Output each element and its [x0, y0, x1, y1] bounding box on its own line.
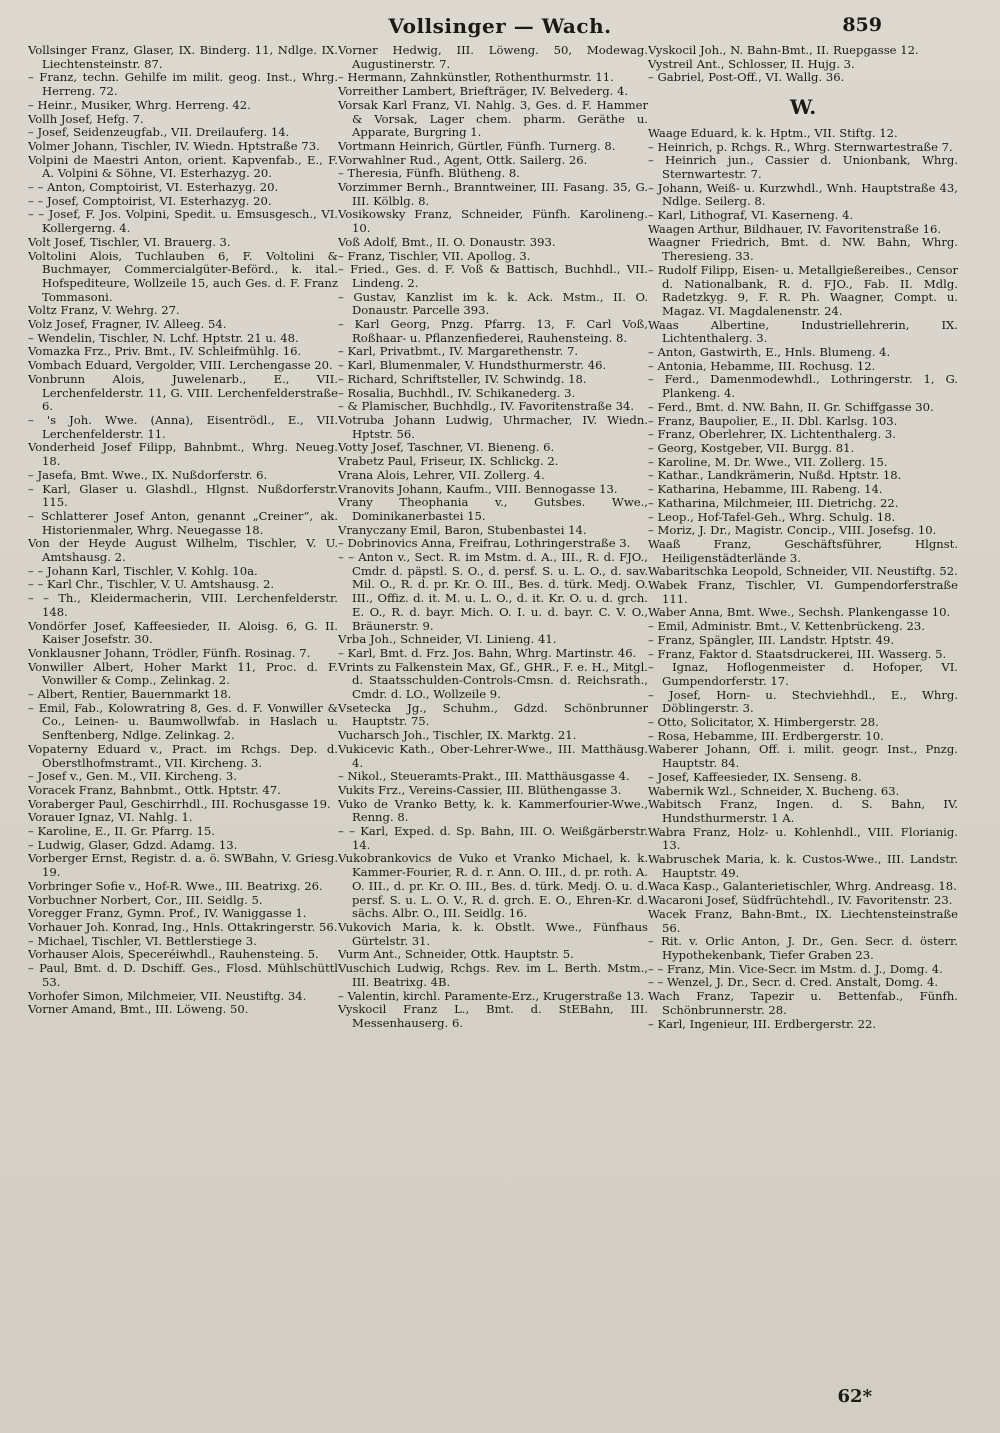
directory-entry: Vyskocil Joh., N. Bahn-Bmt., II. Ruepgasse 12. [648, 44, 919, 57]
directory-entry: – Rosalia, Buchhdl., IV. Schikanederg. 3. [338, 385, 576, 400]
directory-entry: – Karl, Glaser u. Glashdl., Hlgnst. Nußdorferstr. 115. [28, 481, 338, 510]
directory-entry: Waas Albertine, Industriellehrerin, IX. Lichtenthalerg. 3. [648, 317, 958, 346]
directory-entry: Von der Heyde August Wilhelm, Tischler, V. U. Amtshausg. 2. [28, 536, 338, 565]
directory-entry: – Josef, Horn- u. Stechviehhdl., E., Whrg. Döblingerstr. 3. [648, 687, 958, 716]
directory-entry: – Karl, Bmt. d. Frz. Jos. Bahn, Whrg. Martinstr. 46. [338, 645, 637, 660]
directory-entry: – Franz, Faktor d. Staatsdruckerei, III. Wasserg. 5. [648, 646, 947, 661]
directory-entry: – – Anton, Comptoirist, VI. Esterhazyg. 20. [28, 180, 279, 195]
directory-entry: – Moriz, J. Dr., Magistr. Concip., VIII. Josefsg. 10. [648, 523, 937, 538]
directory-entry: – Dobrinovics Anna, Freifrau, Lothringerstraße 3. [338, 536, 631, 551]
directory-entry: Vuko de Vranko Betty, k. k. Kammerfourier-Wwe., Renng. 8. [338, 796, 648, 825]
directory-entry: – Antonia, Hebamme, III. Rochusg. 12. [648, 358, 876, 373]
directory-entry: – Albert, Rentier, Bauernmarkt 18. [28, 687, 232, 702]
sheet-signature: 62* [837, 1386, 872, 1407]
directory-entry: Vortmann Heinrich, Gürtler, Fünfh. Turnerg. 8. [338, 138, 616, 153]
directory-entry: Vranyczany Emil, Baron, Stubenbastei 14. [338, 522, 587, 537]
directory-entry: – Heinrich jun., Cassier d. Unionbank, Whrg. Sternwartestr. 7. [648, 153, 958, 181]
directory-entry: – Franz, techn. Gehilfe im milit. geog. Inst., Whrg. Herreng. 72. [28, 70, 338, 99]
directory-entry: – Rudolf Filipp, Eisen- u. Metallgießereibes., Censor d. Nationalbank, R. d. FJO., Fab. II. Mdlg. Radetzkyg. 9, F. R. Ph. Waagner, Compt. u. Magaz. VI. Magdalenenstr. 24. [648, 262, 958, 318]
directory-entry: – Fried., Ges. d. F. Voß & Battisch, Buchhdl., VII. Lindeng. 2. [338, 262, 648, 290]
directory-entry: – Karl, Ingenieur, III. Erdbergerstr. 22. [648, 1016, 877, 1031]
directory-entry: – Gabriel, Post-Off., VI. Wallg. 36. [648, 70, 845, 85]
directory-entry: – Paul, Bmt. d. D. Dschiff. Ges., Flosd. Mühlschüttl 53. [28, 961, 338, 989]
directory-entry: – – Franz, Min. Vice-Secr. im Mstm. d. J., Domg. 4. [648, 961, 943, 976]
directory-entry: – – Wenzel, J. Dr., Secr. d. Cred. Anstalt, Domg. 4. [648, 975, 939, 990]
directory-entry: Wacaroni Josef, Südfrüchtehdl., IV. Favoritenstr. 23. [648, 893, 953, 908]
directory-entry: – Heinrich, p. Rchgs. R., Whrg. Sternwartestraße 7. [648, 139, 953, 154]
directory-entry: – Karl Georg, Pnzg. Pfarrg. 13, F. Carl Voß, Roßhaar- u. Pflanzenfiederei, Rauhensteing. 8. [338, 317, 648, 345]
directory-entry: – 's Joh. Wwe. (Anna), Eisentrödl., E., VII. Lerchenfelderstr. 11. [28, 412, 338, 441]
directory-entry: Vukobrankovics de Vuko et Vranko Michael, k. k. Kammer-Fourier, R. d. r. Ann. O. III., d. pr. roth. A. O. III., d. pr. Kr. O. III., Bes. d. türk. Medj. O. u. d. persf. S. u. L. O. V., R. d. grch. E. O., Ehren-Kr. d. sächs. Albr. O., III. Seidlg. 16. [338, 851, 648, 921]
directory-entry: Vranovits Johann, Kaufm., VIII. Bennogasse 13. [338, 481, 618, 496]
directory-entry: Voregger Franz, Gymn. Prof., IV. Waniggasse 1. [28, 906, 307, 921]
directory-entry: Voß Adolf, Bmt., II. O. Donaustr. 393. [338, 234, 556, 249]
column-1 [28, 44, 338, 1384]
directory-entry: Voracek Franz, Bahnbmt., Ottk. Hptstr. 47. [28, 782, 281, 797]
directory-entry: – Josef v., Gen. M., VII. Kircheng. 3. [28, 769, 237, 784]
directory-entry: Vorwahlner Rud., Agent, Ottk. Sailerg. 26. [338, 152, 588, 167]
directory-entry: Wabek Franz, Tischler, VI. Gumpendorferstraße 111. [648, 578, 958, 606]
directory-entry: Volmer Johann, Tischler, IV. Wiedn. Hptstraße 73. [28, 138, 320, 153]
directory-entry: Vollh Josef, Hefg. 7. [28, 111, 144, 126]
directory-entry: Vorreither Lambert, Briefträger, IV. Belvederg. 4. [338, 84, 629, 99]
directory-entry: Vukovich Maria, k. k. Obstlt. Wwe., Fünfhaus Gürtelstr. 31. [338, 920, 648, 948]
directory-entry: – Ferd., Damenmodewhdl., Lothringerstr. 1, G. Plankeng. 4. [648, 372, 958, 401]
page-header [0, 10, 1000, 42]
directory-entry: – – Anton v., Sect. R. im Mstm. d. A., III., R. d. FJO., Cmdr. d. päpstl. S. O., d. persf. S. u. L. O., d. sav. Mil. O., R. d. pr. Kr. O. III., Bes. d. türk. Medj. O. III., Offiz. d. it. M. u. L. O., d. it. Kr. O. u. d. grch. E. O., R. d. bayr. Mich. O. I. u. d. bayr. C. V. O., Bräunerstr. 9. [338, 550, 648, 633]
directory-entry: Waagen Arthur, Bildhauer, IV. Favoritenstraße 16. [648, 221, 942, 236]
directory-entry: – Ferd., Bmt. d. NW. Bahn, II. Gr. Schiffgasse 30. [648, 399, 934, 414]
section-letter-heading: W. [789, 95, 817, 120]
directory-entry: – Ludwig, Glaser, Gdzd. Adamg. 13. [28, 837, 238, 852]
directory-entry: – Franz, Baupolier, E., II. Dbl. Karlsg. 103. [648, 413, 898, 428]
directory-entry: Vonbrunn Alois, Juwelenarb., E., VII. Lerchenfelderstr. 11, G. VIII. Lerchenfelderstraße 6. [28, 371, 338, 414]
directory-entry: Voltolini Alois, Tuchlauben 6, F. Voltolini & Buchmayer, Commercialgüter-Beförd., k. ital. Hofspediteure, Wollzeile 15, auch Ges. d. F. Franz Tommasoni. [28, 248, 338, 304]
directory-entry: Vrany Theophania v., Gutsbes. Wwe., Dominikanerbastei 15. [338, 495, 648, 523]
directory-entry: – Karoline, M. Dr. Wwe., VII. Zollerg. 15. [648, 454, 888, 469]
directory-entry: Voraberger Paul, Geschirrhdl., III. Rochusgasse 19. [28, 796, 331, 811]
directory-entry: – Karl, Blumenmaler, V. Hundsthurmerstr. 46. [338, 358, 607, 373]
directory-entry: – – Johann Karl, Tischler, V. Kohlg. 10a. [28, 563, 258, 578]
directory-entry: – Franz, Spängler, III. Landstr. Hptstr. 49. [648, 632, 895, 647]
directory-entry: Waaß Franz, Geschäftsführer, Hlgnst. Heiligenstädterlände 3. [648, 536, 958, 565]
directory-entry: – Josef, Kaffeesieder, IX. Senseng. 8. [648, 769, 862, 784]
directory-entry: – Karl, Lithograf, VI. Kaserneng. 4. [648, 208, 854, 223]
directory-entry: Wabra Franz, Holz- u. Kohlenhdl., VIII. Florianig. 13. [648, 824, 958, 853]
directory-entry: – Karl, Privatbmt., IV. Margarethenstr. 7. [338, 344, 579, 359]
directory-entry: Vondörfer Josef, Kaffeesieder, II. Aloisg. 6, G. II. Kaiser Josefstr. 30. [28, 618, 338, 647]
directory-entry: – Gustav, Kanzlist im k. k. Ack. Mstm., II. O. Donaustr. Parcelle 393. [338, 289, 648, 318]
column-3 [648, 44, 958, 1384]
directory-entry: – Schlatterer Josef Anton, genannt „Creiner“, ak. Historienmaler, Whrg. Neuegasse 18. [28, 508, 338, 537]
directory-entry: Vollsinger Franz, Glaser, IX. Binderg. 11, Ndlge. IX. Liechtensteinstr. 87. [28, 44, 338, 71]
directory-entry: Votruba Johann Ludwig, Uhrmacher, IV. Wiedn. Hptstr. 56. [338, 412, 648, 441]
directory-entry: Wabaritschka Leopold, Schneider, VII. Neustiftg. 52. [648, 564, 958, 579]
directory-entry: Votty Josef, Taschner, VI. Bieneng. 6. [338, 440, 555, 455]
directory-entry: Wacek Franz, Bahn-Bmt., IX. Liechtensteinstraße 56. [648, 906, 958, 935]
directory-entry: – Georg, Kostgeber, VII. Burgg. 81. [648, 440, 855, 455]
directory-entry: Vurm Ant., Schneider, Ottk. Hauptstr. 5. [338, 947, 574, 962]
directory-entry: Wabernik Wzl., Schneider, X. Bucheng. 63. [648, 783, 900, 798]
directory-entry: Vuschich Ludwig, Rchgs. Rev. im L. Berth. Mstm., III. Beatrixg. 4B. [338, 961, 648, 989]
directory-entry: – Hermann, Zahnkünstler, Rothenthurmstr. 11. [338, 70, 614, 85]
directory-entry: – – Th., Kleidermacherin, VIII. Lerchenfelderstr. 148. [28, 591, 338, 619]
directory-entry: – Emil, Administr. Bmt., V. Kettenbrückeng. 23. [648, 619, 925, 634]
directory-entry: – Michael, Tischler, VI. Bettlerstiege 3. [28, 933, 257, 948]
directory-entry: Waberer Johann, Off. i. milit. geogr. Inst., Pnzg. Hauptstr. 84. [648, 742, 958, 771]
column-2 [338, 44, 648, 1384]
directory-entry: Vyskocil Franz L., Bmt. d. StEBahn, III. Messenhauserg. 6. [338, 1002, 648, 1030]
directory-entry: – Rosa, Hebamme, III. Erdbergerstr. 10. [648, 728, 884, 743]
directory-entry: – Anton, Gastwirth, E., Hnls. Blumeng. 4. [648, 345, 891, 360]
directory-entry: Wabitsch Franz, Ingen. d. S. Bahn, IV. Hundsthurmerstr. 1 A. [648, 797, 958, 825]
directory-entry: – Otto, Solicitator, X. Himbergerstr. 28. [648, 715, 879, 730]
directory-entry: Vorhofer Simon, Milchmeier, VII. Neustiftg. 34. [28, 988, 307, 1003]
directory-entry: Vorhauser Alois, Speceréiwhdl., Rauhensteing. 5. [28, 947, 319, 962]
directory-entry: Vorbringer Sofie v., Hof-R. Wwe., III. Beatrixg. 26. [28, 878, 323, 893]
directory-entry: Vrba Joh., Schneider, VI. Linieng. 41. [338, 632, 557, 647]
directory-entry: – Wendelin, Tischler, N. Lchf. Hptstr. 21 u. 48. [28, 330, 299, 345]
directory-entry: Vrana Alois, Lehrer, VII. Zollerg. 4. [338, 467, 545, 482]
directory-entry: Vorsak Karl Franz, VI. Nahlg. 3, Ges. d. F. Hammer & Vorsak, Lager chem. pharm. Geräthe u. Apparate, Burgring 1. [338, 97, 648, 140]
directory-entry: Vrints zu Falkenstein Max, Gf., GHR., F. e. H., Mitgl. d. Staatsschulden-Controls-Cmsn. d. Reichsrath., Cmdr. d. LO., Wollzeile 9. [338, 659, 648, 702]
directory-entry: – Nikol., Steueramts-Prakt., III. Matthäusgasse 4. [338, 769, 630, 784]
directory-entry: – – Karl, Exped. d. Sp. Bahn, III. O. Weißgärberstr. 14. [338, 824, 648, 852]
directory-entry: – – Josef, F. Jos. Volpini, Spedit. u. Emsusgesch., VI. Kollergerng. 4. [28, 207, 338, 236]
directory-entry: Vorner Hedwig, III. Löweng. 50, Modewag. Augustinerstr. 7. [338, 44, 648, 71]
directory-entry: – Leop., Hof-Tafel-Geh., Whrg. Schulg. 18. [648, 509, 896, 524]
directory-entry: Wabruschek Maria, k. k. Custos-Wwe., III. Landstr. Hauptstr. 49. [648, 852, 958, 880]
directory-entry: – Valentin, kirchl. Paramente-Erz., Krugerstraße 13. [338, 988, 645, 1003]
directory-entry: Vorzimmer Bernh., Branntweiner, III. Fasang. 35, G. III. Kölblg. 8. [338, 180, 648, 208]
directory-entry: Wach Franz, Tapezir u. Bettenfab., Fünfh. Schönbrunnerstr. 28. [648, 989, 958, 1017]
directory-entry: Vsetecka Jg., Schuhm., Gdzd. Schönbrunner Hauptstr. 75. [338, 700, 648, 729]
directory-entry: Volpini de Maestri Anton, orient. Kapvenfab., E., F. A. Volpini & Söhne, VI. Esterhazyg. 20. [28, 152, 338, 181]
directory-entry: Vorner Amand, Bmt., III. Löweng. 50. [28, 1002, 249, 1017]
page-number: 859 [842, 14, 882, 36]
directory-entry: Vystreil Ant., Schlosser, II. Hujg. 3. [648, 56, 855, 71]
directory-entry: Vorhauer Joh. Konrad, Ing., Hnls. Ottakringerstr. 56. [28, 920, 338, 934]
directory-entry: – & Plamischer, Buchhdlg., IV. Favoritenstraße 34. [338, 399, 635, 414]
directory-entry: Waagner Friedrich, Bmt. d. NW. Bahn, Whrg. Theresieng. 33. [648, 235, 958, 264]
directory-entry: – Franz, Tischler, VII. Apollog. 3. [338, 248, 531, 263]
directory-entry: Vorauer Ignaz, VI. Nahlg. 1. [28, 810, 193, 825]
directory-entry: Vukits Frz., Vereins-Cassier, III. Blüthengasse 3. [338, 782, 622, 797]
directory-entry: Volz Josef, Fragner, IV. Alleeg. 54. [28, 317, 227, 332]
directory-entry: Waca Kasp., Galanterietischler, Whrg. Andreasg. 18. [648, 879, 957, 894]
directory-entry: Vorberger Ernst, Registr. d. a. ö. SWBahn, V. Griesg. 19. [28, 851, 338, 880]
directory-entry: Vombach Eduard, Vergolder, VIII. Lerchengasse 20. [28, 358, 333, 373]
directory-entry: – Emil, Fab., Kolowratring 8, Ges. d. F. Vonwiller & Co., Leinen- u. Baumwollwfab. in Haslach u. Senftenberg, Ndlge. Zelinkag. 2. [28, 700, 338, 743]
directory-entry: Waage Eduard, k. k. Hptm., VII. Stiftg. 12. [648, 125, 898, 140]
directory-entry: Vucharsch Joh., Tischler, IX. Marktg. 21. [338, 728, 577, 743]
directory-entry: Vrabetz Paul, Friseur, IX. Schlickg. 2. [338, 454, 559, 469]
directory-entry: Volt Josef, Tischler, VI. Brauerg. 3. [28, 234, 231, 249]
directory-entry: – Josef, Seidenzeugfab., VII. Dreilauferg. 14. [28, 125, 290, 140]
directory-entry: – Johann, Weiß- u. Kurzwhdl., Wnh. Hauptstraße 43, Ndlge. Seilerg. 8. [648, 180, 958, 209]
directory-entry: – Karoline, E., II. Gr. Pfarrg. 15. [28, 824, 215, 839]
directory-entry: Waber Anna, Bmt. Wwe., Sechsh. Plankengasse 10. [648, 605, 951, 620]
directory-entry: Vorbuchner Norbert, Cor., III. Seidlg. 5. [28, 892, 263, 907]
directory-entry: – Ignaz, Hoflogenmeister d. Hofoper, VI. Gumpendorferstr. 17. [648, 660, 958, 688]
directory-entry: – Theresia, Fünfh. Blütheng. 8. [338, 166, 520, 181]
directory-entry: – – Karl Chr., Tischler, V. U. Amtshausg. 2. [28, 577, 275, 592]
directory-entry: Vonwiller Albert, Hoher Markt 11, Proc. d. F. Vonwiller & Comp., Zelinkag. 2. [28, 659, 338, 688]
directory-entry: – Katharina, Milchmeier, III. Dietrichg. 22. [648, 495, 899, 510]
directory-entry: – Jasefa, Bmt. Wwe., IX. Nußdorferstr. 6. [28, 467, 268, 482]
directory-entry: – Kathar., Landkrämerin, Nußd. Hptstr. 18. [648, 468, 902, 483]
running-title: Vollsinger — Wach. [388, 14, 612, 38]
directory-entry: Vonderheid Josef Filipp, Bahnbmt., Whrg. Neueg. 18. [28, 440, 338, 469]
directory-entry: – Franz, Oberlehrer, IX. Lichtenthalerg. 3. [648, 427, 896, 442]
directory-entry: Voltz Franz, V. Wehrg. 27. [28, 303, 180, 318]
directory-entry: Vonklausner Johann, Trödler, Fünfh. Rosinag. 7. [28, 645, 311, 660]
directory-entry: Vopaterny Eduard v., Pract. im Rchgs. Dep. d. Oberstlhofmstramt., VII. Kircheng. 3. [28, 741, 338, 770]
directory-entry: – Heinr., Musiker, Whrg. Herreng. 42. [28, 97, 251, 112]
directory-entry: – Richard, Schriftsteller, IV. Schwindg. 18. [338, 371, 587, 386]
directory-entry: – – Josef, Comptoirist, VI. Esterhazyg. 20. [28, 193, 272, 208]
directory-entry: Vomazka Frz., Priv. Bmt., IV. Schleifmühlg. 16. [28, 344, 302, 359]
directory-entry: – Rit. v. Orlic Anton, J. Dr., Gen. Secr. d. österr. Hypothekenbank, Tiefer Graben 23. [648, 934, 958, 962]
directory-entry: Vukicevic Kath., Ober-Lehrer-Wwe., III. Matthäusg. 4. [338, 741, 648, 770]
directory-entry: Vosikowsky Franz, Schneider, Fünfh. Karolineng. 10. [338, 207, 648, 236]
directory-entry: – Katharina, Hebamme, III. Rabeng. 14. [648, 482, 883, 497]
